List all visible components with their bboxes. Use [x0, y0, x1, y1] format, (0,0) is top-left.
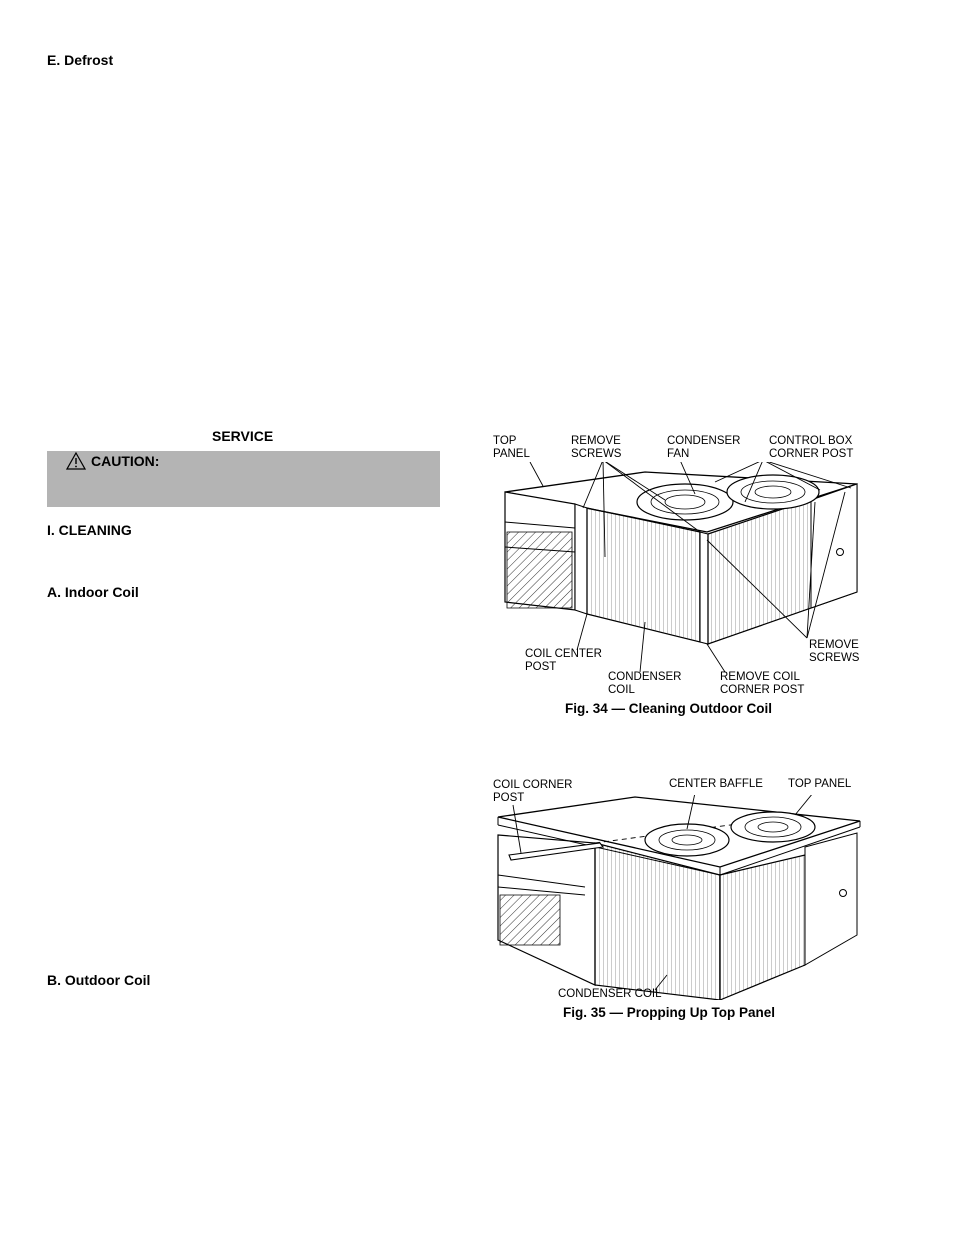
caution-label-group [66, 452, 159, 470]
section-heading-defrost: E. Defrost [47, 52, 114, 68]
fig34-label-control-box: CONTROL BOX CORNER POST [769, 435, 854, 460]
fig34-label-remove-coil-corner-post: REMOVE COIL CORNER POST [720, 671, 805, 696]
caution-label: CAUTION: [91, 453, 160, 469]
service-heading: SERVICE [212, 428, 274, 444]
fig35-label-condenser-coil: CONDENSER COIL [558, 988, 662, 1000]
fig35-label-center-baffle: CENTER BAFFLE [669, 778, 763, 790]
fig35-label-top-panel: TOP PANEL [788, 778, 852, 790]
section-heading-outdoor-coil: B. Outdoor Coil [47, 972, 151, 988]
fig34-label-remove-screws-top: REMOVE SCREWS [571, 435, 622, 460]
fig34-label-condenser-coil: CONDENSER COIL [608, 671, 682, 696]
section-heading-indoor-coil: A. Indoor Coil [47, 584, 139, 600]
fig35-caption: Fig. 35 — Propping Up Top Panel [563, 1005, 776, 1020]
fig34-label-top-panel: TOP PANEL [493, 435, 530, 460]
fig34-label-remove-screws-right: REMOVE SCREWS [809, 639, 860, 664]
fig34-label-coil-center-post: COIL CENTER POST [525, 648, 602, 673]
warning-triangle-icon [66, 452, 86, 470]
fig34-label-condenser-fan: CONDENSER FAN [667, 435, 741, 460]
fig35-drawing [495, 795, 865, 1000]
fig34-caption: Fig. 34 — Cleaning Outdoor Coil [565, 701, 773, 716]
fig35-label-coil-corner-post: COIL CORNER POST [493, 779, 573, 804]
section-heading-cleaning: I. CLEANING [47, 522, 132, 538]
